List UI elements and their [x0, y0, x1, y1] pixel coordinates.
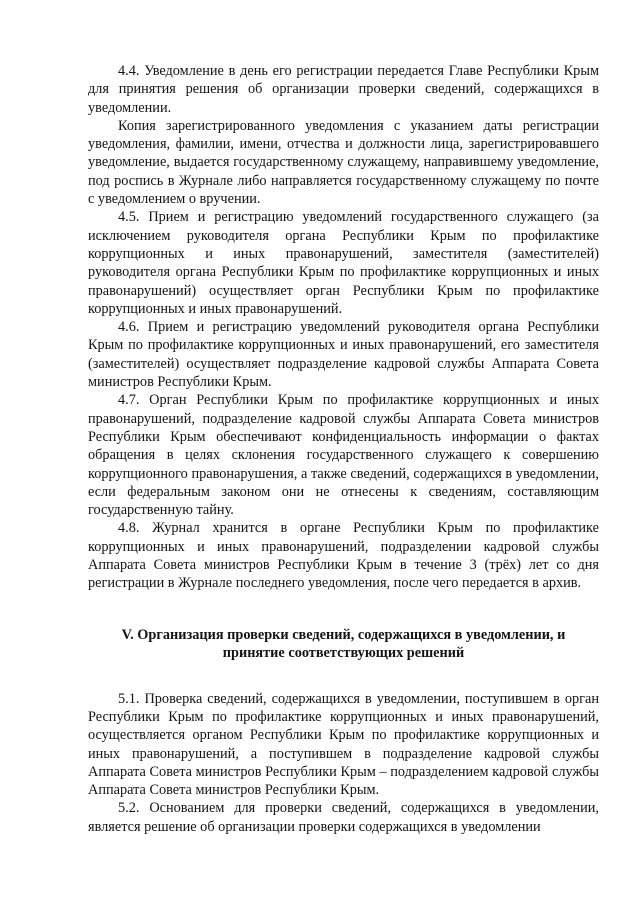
- paragraph-copy-registration: Копия зарегистрированного уведомления с указанием даты регистрации уведомления, фамилии, имени, отчества и должности лица, зарегистрировавшего уведомление, выдается государственному служащему, направившему уведомление, под роспись в Журнале либо направляется государственному служащему по почте с уведомлением о вручении.: [88, 117, 599, 208]
- paragraph-5-1: 5.1. Проверка сведений, содержащихся в уведомлении, поступившем в орган Республики Крым по профилактике коррупционных и иных правонарушений, осуществляется органом Республики Крым по профилактике коррупционных и иных правонарушений, а поступившем в подразделение кадровой службы Аппарата Совета министров Республики Крым – подразделением кадровой службы Аппарата Совета министров Республики Крым.: [88, 690, 599, 799]
- paragraph-4-5: 4.5. Прием и регистрацию уведомлений государственного служащего (за исключением руководителя органа Республики Крым по профилактике коррупционных и иных правонарушений, заместителя (заместителей) руководителя органа Республики Крым по профилактике коррупционных и иных правонарушений) осуществляет орган Республики Крым по профилактике коррупционных и иных правонарушений.: [88, 209, 599, 317]
- paragraph-4-7: 4.7. Орган Республики Крым по профилактике коррупционных и иных правонарушений, подразделение кадровой службы Аппарата Совета министров Республики Крым обеспечивают конфиденциальность информации о фактах обращения в целях склонения государственного служащего к совершению коррупционного правонарушения, а также сведений, содержащихся в уведомлении, если федеральным законом они не отнесены к сведениям, составляющим государственную тайну.: [88, 392, 599, 519]
- paragraph-4-8: 4.8. Журнал хранится в органе Республики Крым по профилактике коррупционных и иных правонарушений, подразделении кадровой службы Аппарата Совета министров Республики Крым в течение 3 (трёх) лет со дня регистрации в Журнале последнего уведомления, после чего передается в архив.: [88, 520, 599, 592]
- section-heading: V. Организация проверки сведений, содержащихся в уведомлении, и принятие соответствующих решений: [121, 626, 566, 662]
- paragraph-4-4: 4.4. Уведомление в день его регистрации передается Главе Республики Крым для принятия решения об организации проверки сведений, содержащихся в уведомлении.: [88, 63, 599, 116]
- paragraph-5-2: 5.2. Основанием для проверки сведений, содержащихся в уведомлении, является решение об организации проверки содержащихся в уведомлении: [88, 800, 599, 835]
- paragraph-4-6: 4.6. Прием и регистрацию уведомлений руководителя органа Республики Крым по профилактике коррупционных и иных правонарушений, его заместителя (заместителей) осуществляет подразделение кадровой службы Аппарата Совета министров Республики Крым.: [88, 319, 599, 391]
